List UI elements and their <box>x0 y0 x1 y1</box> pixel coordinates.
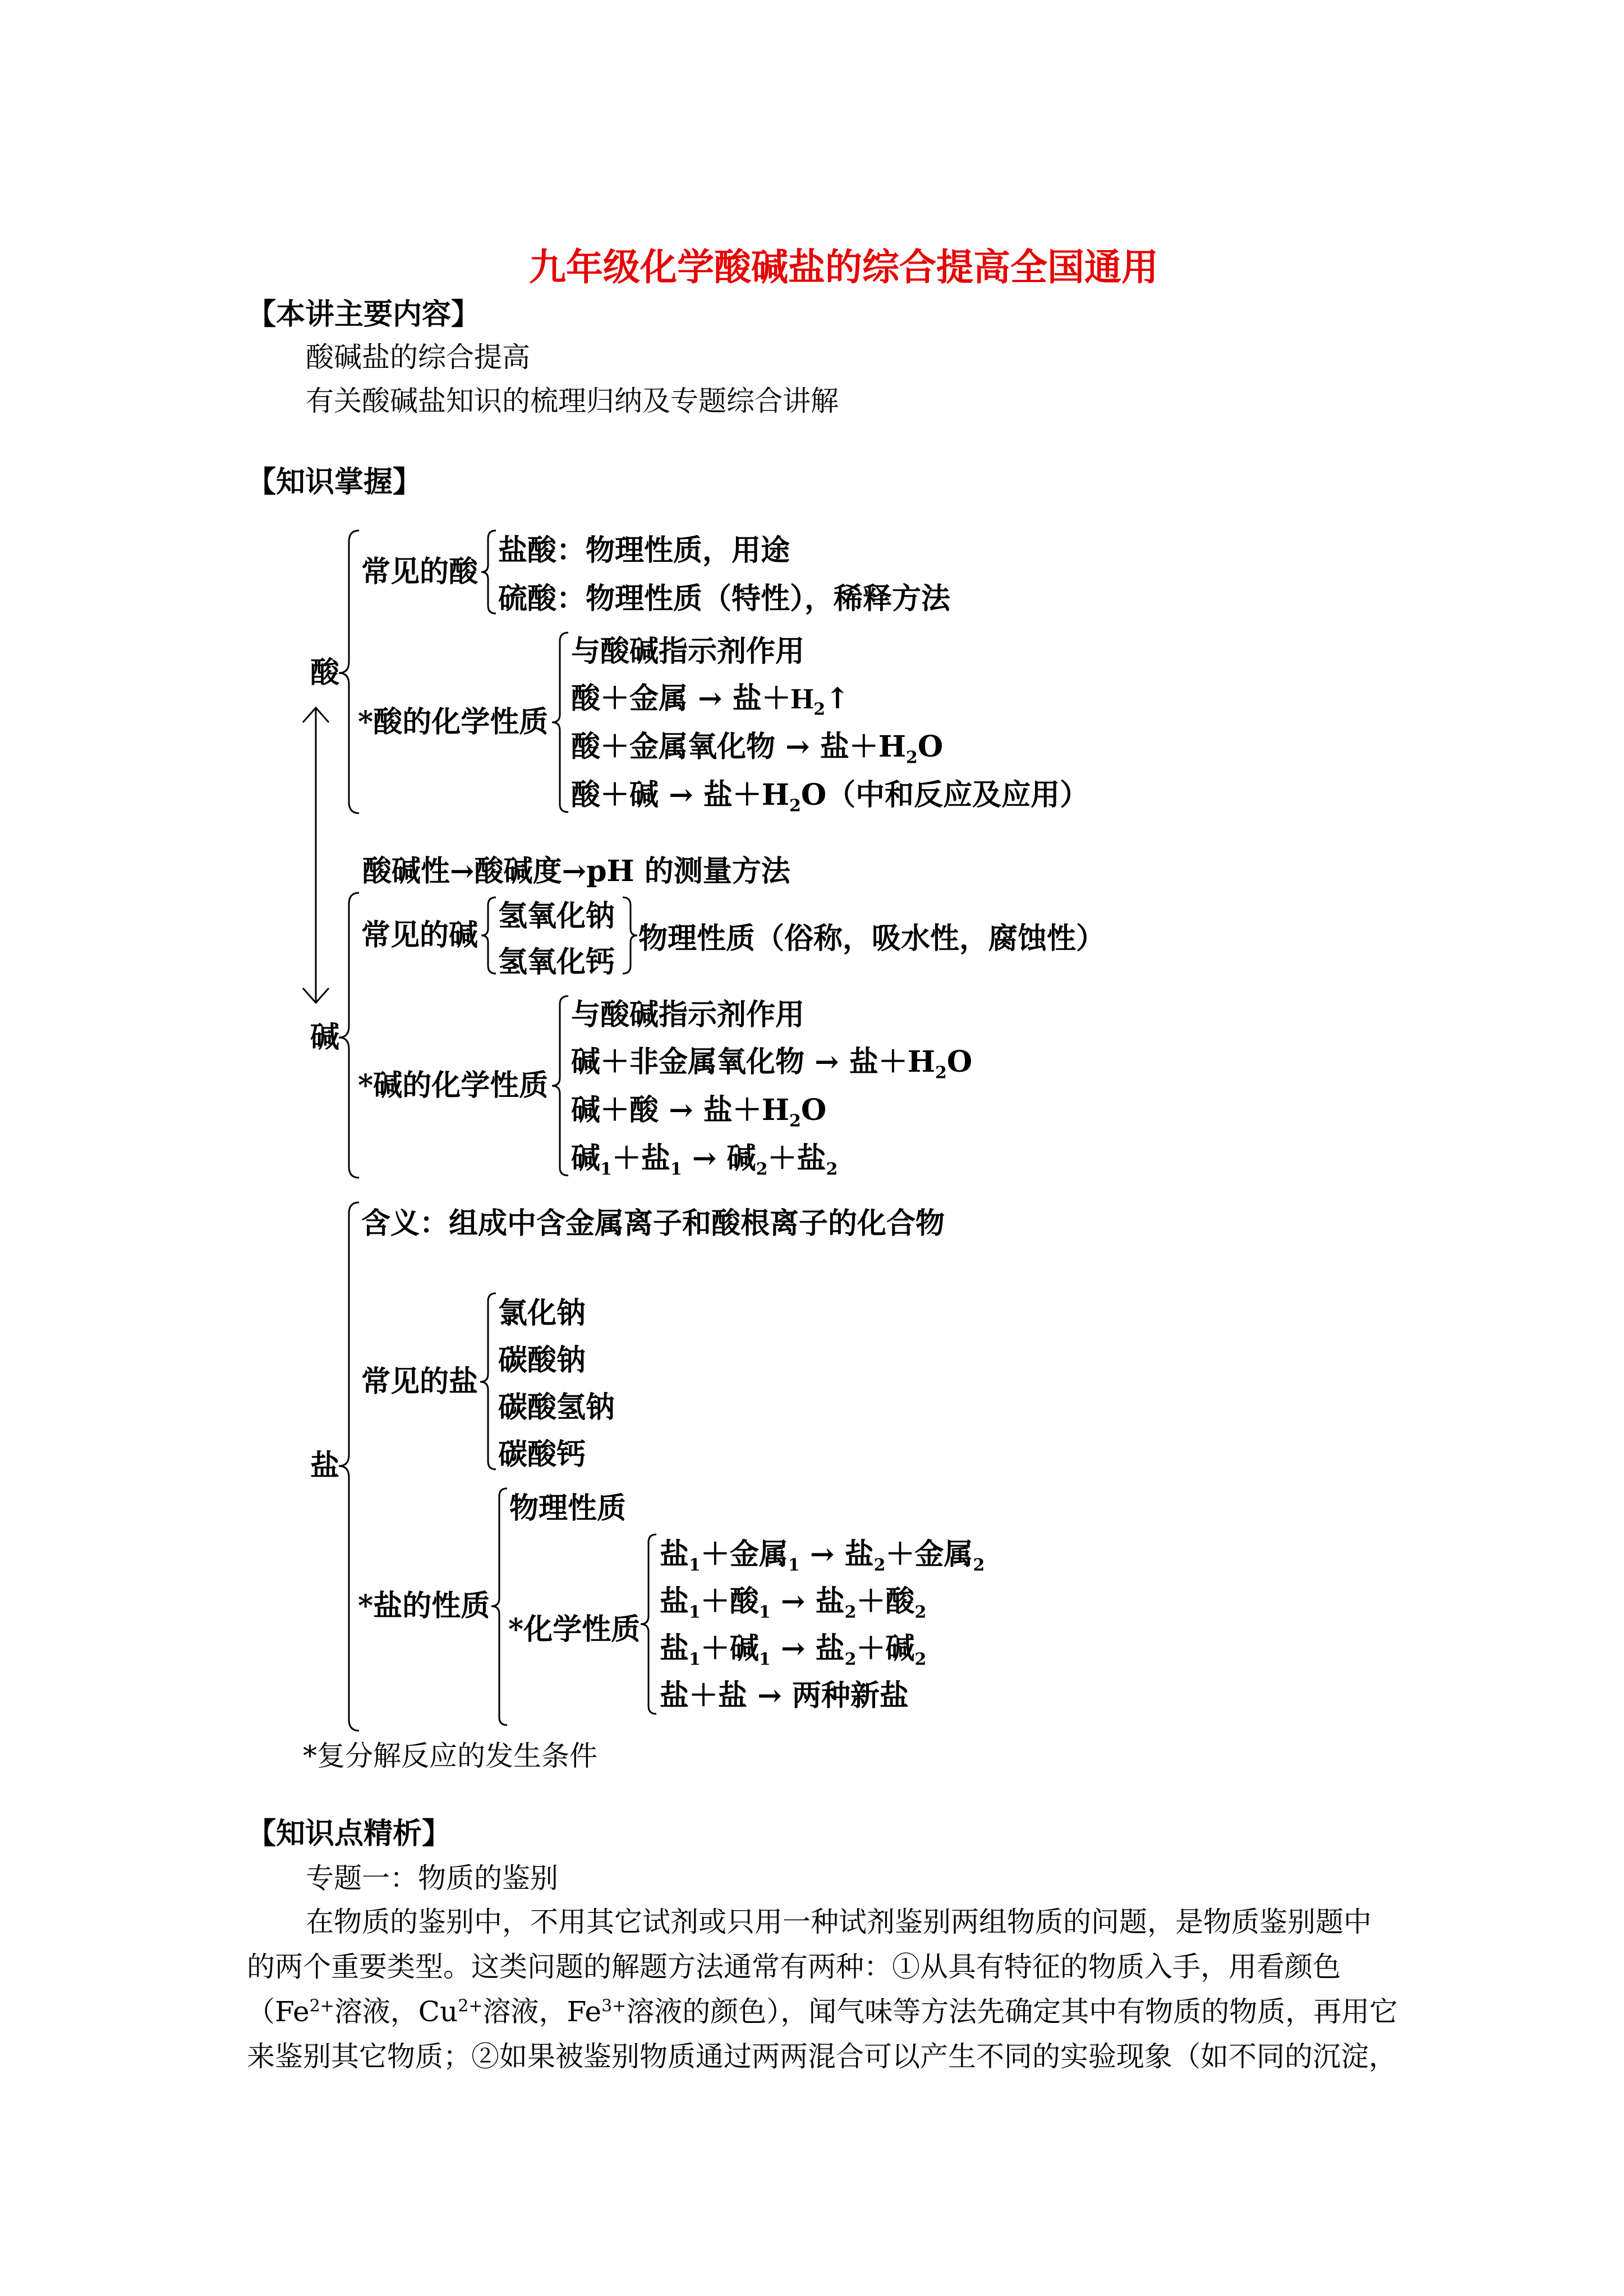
arrow-icon: → <box>809 1537 835 1571</box>
subscript: 2 <box>789 1111 801 1131</box>
term: ＋酸 <box>856 1584 915 1619</box>
acid-reaction-3 <box>571 778 1089 816</box>
content-line-2: 有关酸碱盐知识的梳理归纳及专题综合讲解 <box>306 385 839 417</box>
term: ＋盐 <box>767 1141 826 1175</box>
term: ＋金属 <box>885 1537 973 1571</box>
acid-chem-label: *酸的化学性质 <box>358 705 549 739</box>
charge: 3+ <box>601 1996 627 2016</box>
text: 溶液，Cu <box>334 1995 458 2028</box>
subscript: 2 <box>914 1649 927 1670</box>
acid-label: 酸 <box>310 656 340 690</box>
term: 盐 <box>815 1631 845 1666</box>
subscript: 1 <box>758 1602 771 1622</box>
text: 溶液，Fe <box>482 1995 602 2028</box>
base-label: 碱 <box>310 1020 340 1054</box>
section-heading-main-content: 【本讲主要内容】 <box>247 297 481 331</box>
products: 盐＋H <box>703 778 789 812</box>
section-heading-knowledge: 【知识掌握】 <box>247 465 422 499</box>
term: 盐 <box>660 1631 689 1666</box>
brace-base-chemical <box>552 996 568 1175</box>
salt-chem-label: *化学性质 <box>508 1612 641 1647</box>
term: 碱 <box>726 1141 756 1175</box>
reactants: 酸＋金属氧化物 <box>571 730 776 764</box>
products: 盐＋H <box>703 1093 789 1127</box>
salt-props-label: *盐的性质 <box>358 1589 490 1623</box>
products: 盐＋H <box>849 1045 935 1079</box>
subscript: 2 <box>789 796 801 816</box>
products-tail: O（中和反应及应用） <box>801 778 1089 812</box>
subscript: 2 <box>826 1159 838 1179</box>
subscript: 1 <box>670 1159 682 1179</box>
page-title: 九年级化学酸碱盐的综合提高全国通用 <box>529 245 1158 289</box>
arrow-icon: → <box>562 854 587 888</box>
base-chem-label: *碱的化学性质 <box>358 1068 549 1103</box>
brace-salt <box>339 1202 359 1731</box>
ph-line-b: 酸碱度 <box>474 854 562 888</box>
paragraph-line-3 <box>247 1995 1398 2028</box>
salt-reaction-3 <box>660 1631 927 1670</box>
base-reaction-1 <box>571 1045 973 1083</box>
subscript: 2 <box>914 1602 927 1622</box>
acid-indicator: 与酸碱指示剂作用 <box>571 634 805 668</box>
ph-line-a: 酸碱性 <box>362 854 450 888</box>
acid-hcl: 盐酸：物理性质，用途 <box>498 533 790 568</box>
products-tail: O <box>946 1045 973 1079</box>
term: 碱 <box>571 1141 601 1175</box>
salt-item: 碳酸氢钠 <box>498 1390 615 1424</box>
gas-arrow-icon: ↑ <box>825 681 850 716</box>
salt-physical: 物理性质 <box>509 1491 627 1525</box>
arrow-icon: → <box>669 778 693 812</box>
subscript: 1 <box>689 1649 701 1670</box>
term: 盐 <box>660 1584 689 1619</box>
base-naoh: 氢氧化钠 <box>498 899 615 933</box>
subscript: 1 <box>689 1555 701 1575</box>
reactants: 酸＋碱 <box>571 778 659 812</box>
subscript: 2 <box>844 1602 857 1622</box>
reactants: 碱＋酸 <box>571 1093 659 1127</box>
brace-acid-common <box>481 531 496 614</box>
brace-salt-chemical <box>641 1534 656 1714</box>
salt-reaction-4 <box>660 1681 909 1711</box>
text: （Fe <box>247 1995 310 2028</box>
subscript: 2 <box>813 699 826 720</box>
subscript: 1 <box>788 1555 800 1575</box>
ph-line <box>362 854 790 888</box>
acid-reaction-1 <box>571 681 850 720</box>
base-reaction-3 <box>571 1141 838 1179</box>
salt-item: 碳酸钙 <box>498 1437 586 1472</box>
term: ＋盐 <box>611 1141 670 1175</box>
subscript: 2 <box>756 1159 768 1179</box>
arrow-icon: → <box>698 681 723 716</box>
salt-common-label: 常见的盐 <box>361 1364 479 1399</box>
charge: 2+ <box>458 1996 483 2016</box>
subscript: 1 <box>689 1602 701 1622</box>
arrow-icon: → <box>780 1584 806 1619</box>
subscript: 2 <box>973 1555 985 1575</box>
products-tail: O <box>801 1093 827 1127</box>
diagram-footnote: *复分解反应的发生条件 <box>303 1740 597 1772</box>
brace-salt-common <box>480 1293 496 1469</box>
paragraph-line-2: 的两个重要类型。这类问题的解题方法通常有两种：①从具有特征的物质入手，用看颜色 <box>247 1951 1341 1983</box>
term: ＋酸 <box>700 1584 759 1619</box>
charge: 2+ <box>309 1996 334 2016</box>
subscript: 1 <box>600 1159 612 1179</box>
section-heading-analysis: 【知识点精析】 <box>247 1816 452 1851</box>
topic-title: 专题一：物质的鉴别 <box>306 1862 558 1894</box>
products: 盐＋H <box>820 730 906 764</box>
reactants: 碱＋非金属氧化物 <box>571 1045 805 1079</box>
arrow-icon: → <box>757 1679 782 1713</box>
term: 盐 <box>815 1584 845 1619</box>
arrow-icon: → <box>692 1141 717 1175</box>
paragraph-line-1: 在物质的鉴别中，不用其它试剂或只用一种试剂鉴别两组物质的问题，是物质鉴别题中 <box>306 1906 1372 1938</box>
ph-line-c: pH 的测量方法 <box>586 854 790 888</box>
arrow-icon: → <box>669 1093 693 1127</box>
reactants: 酸＋金属 <box>571 681 688 716</box>
products: 盐＋H <box>732 683 814 715</box>
bracket-base-physical <box>623 897 637 974</box>
arrow-icon: → <box>780 1631 806 1666</box>
term: ＋碱 <box>856 1631 915 1666</box>
salt-item: 碳酸钠 <box>498 1343 586 1377</box>
salt-reaction-1 <box>660 1537 985 1575</box>
subscript: 2 <box>905 748 918 768</box>
acid-common-label: 常见的酸 <box>361 555 479 589</box>
base-caoh2: 氢氧化钙 <box>498 945 615 979</box>
term: 两种新盐 <box>792 1679 909 1713</box>
brace-salt-properties <box>491 1488 507 1725</box>
base-common-label: 常见的碱 <box>361 918 479 952</box>
salt-label: 盐 <box>310 1449 340 1483</box>
text: 溶液的颜色），闻气味等方法先确定其中有物质的物质，再用它 <box>626 1995 1398 2028</box>
content-line-1: 酸碱盐的综合提高 <box>306 341 530 374</box>
brace-base-common <box>481 897 496 974</box>
acid-h2so4: 硫酸：物理性质（特性），稀释方法 <box>498 582 951 616</box>
brace-base <box>339 893 359 1178</box>
base-physical: 物理性质（俗称，吸水性，腐蚀性） <box>638 921 1106 956</box>
salt-item: 氯化钠 <box>498 1296 586 1330</box>
term: 盐＋盐 <box>660 1679 748 1713</box>
subscript: 1 <box>758 1649 771 1670</box>
term: ＋金属 <box>700 1537 788 1571</box>
term: ＋碱 <box>700 1631 759 1666</box>
acid-reaction-2 <box>571 730 944 768</box>
base-reaction-2 <box>571 1093 827 1131</box>
subscript: 2 <box>844 1649 857 1670</box>
base-indicator: 与酸碱指示剂作用 <box>571 998 805 1032</box>
products-tail: O <box>917 730 944 764</box>
brace-acid-chemical <box>552 633 568 812</box>
term: 盐 <box>844 1537 874 1571</box>
salt-reaction-2 <box>660 1584 927 1622</box>
salt-meaning: 含义：组成中含金属离子和酸根离子的化合物 <box>361 1206 945 1241</box>
arrow-icon: → <box>785 730 810 764</box>
term: 盐 <box>660 1537 689 1571</box>
subscript: 2 <box>873 1555 886 1575</box>
brace-acid <box>339 531 359 813</box>
paragraph-line-4: 来鉴别其它物质；②如果被鉴别物质通过两两混合可以产生不同的实验现象（如不同的沉淀， <box>247 2040 1397 2073</box>
subscript: 2 <box>935 1063 947 1083</box>
arrow-icon: → <box>815 1045 839 1079</box>
arrow-icon: → <box>450 854 475 888</box>
